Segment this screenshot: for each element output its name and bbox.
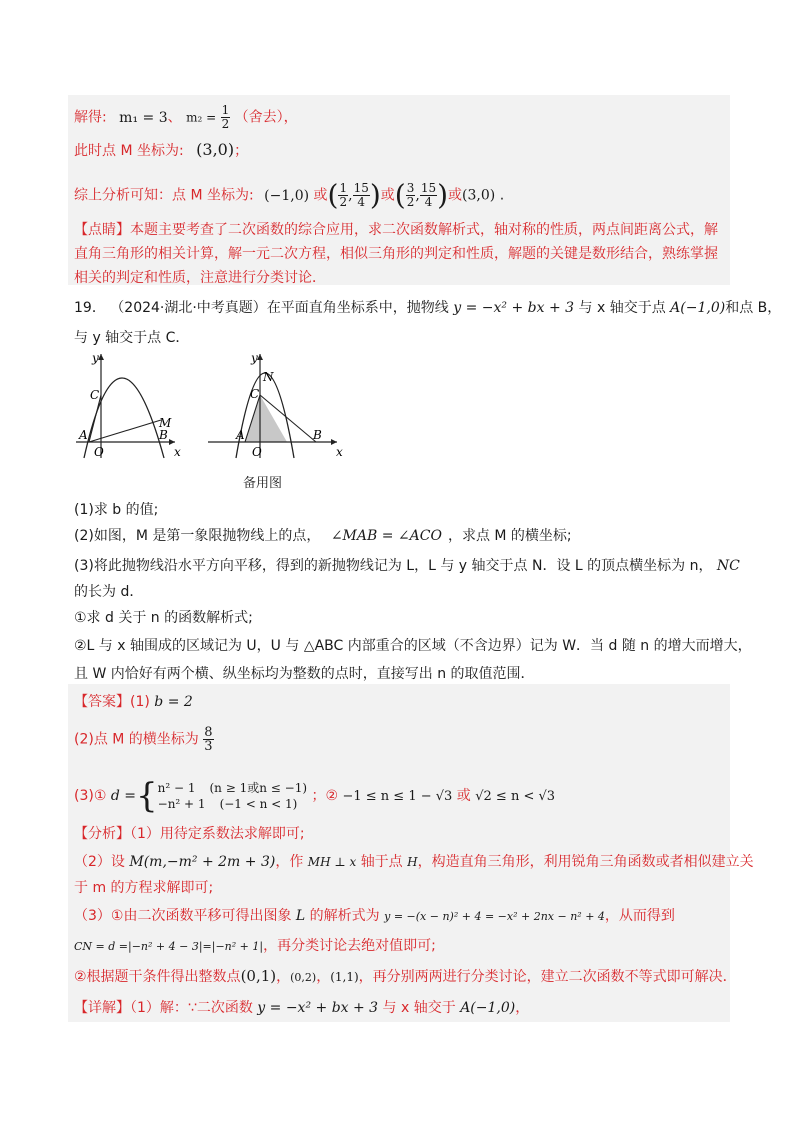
answer-line-1 <box>74 692 193 712</box>
sep: 、 <box>167 109 182 126</box>
y-axis-arrow-2 <box>257 354 263 360</box>
label-n: N <box>263 370 274 384</box>
question-stem-a: 在平面直角坐标系中，抛物线 <box>266 300 449 316</box>
solution-line-3: 综上分析可知：点 M 坐标为: (−1,0) 或( $\frac{1}{2}$ , $\frac{15}{4}$ )或( $\frac{3}{2}$ , $\frac{15}{4}$ )或(3,0) . <box>74 178 505 212</box>
analysis-m-point: M(m,−m² + 2m + 3) <box>129 854 276 870</box>
discard-note: （舍去）， <box>234 109 298 126</box>
sep: ， <box>276 969 291 985</box>
label-x-2: x <box>336 445 343 459</box>
brace: { <box>136 776 158 816</box>
comment-label: 【点睛】 <box>74 222 130 238</box>
label-y: y <box>92 351 99 365</box>
den: 2 <box>406 195 415 209</box>
analysis-l-eq: y = −(x − n)² + 4 = −x² + 2nx − n² + 4 <box>384 910 605 923</box>
num: 8 <box>204 725 213 740</box>
parabola-equation: y = −x² + bx + 3 <box>453 300 575 316</box>
point-11: (1,1) <box>330 970 359 984</box>
end-dot: . <box>499 187 505 204</box>
case-1-expr: n² − 1 <box>157 781 196 795</box>
m2-lhs: m₂ = <box>186 110 217 125</box>
y-axis-arrow <box>98 354 104 360</box>
label-a: A <box>79 428 88 442</box>
label-o-2: O <box>252 445 262 459</box>
p2-y <box>353 182 370 209</box>
analysis-6-b: ，再分别两两进行分类讨论，建立二次函数不等式即可解决． <box>358 969 737 985</box>
case-1-cond: (n ≥ 1或n ≤ −1) <box>209 781 308 795</box>
part-1: (1)求 b 的值; <box>74 502 159 518</box>
detail-b: 与 x 轴交于 <box>382 1000 456 1016</box>
answer-3-prefix: (3)① <box>74 788 107 804</box>
label-o: O <box>94 445 104 459</box>
m2-num: 1 <box>221 103 230 117</box>
point-02: (0,2) <box>290 971 317 984</box>
analysis-mh: MH ⊥ x <box>307 855 357 869</box>
sub-question-1: ①求 d 关于 n 的函数解析式; <box>74 610 253 626</box>
answer-1-prefix: (1) <box>130 694 150 710</box>
analysis-2-b: ，作 <box>275 854 304 870</box>
paren-close: ) <box>437 178 449 212</box>
analysis-line-3: 于 m 的方程求解即可; <box>74 880 214 896</box>
detail-label: 【详解】 <box>74 1000 130 1016</box>
label-c: C <box>90 388 100 402</box>
segment-ac <box>89 395 101 442</box>
nc-label: NC <box>716 558 740 574</box>
question-number: 19． <box>74 300 106 316</box>
part-2-a: (2)如图，M 是第一象限抛物线上的点， <box>74 528 321 544</box>
part-2-b: ，求点 M 的横坐标; <box>447 528 572 544</box>
answer-2-text: (2)点 M 的横坐标为 <box>74 731 199 748</box>
label-x: x <box>174 445 181 459</box>
range-2: √2 ≤ n < √3 <box>475 789 556 804</box>
sub-question-2-line-2: 且 W 内恰好有两个横、纵坐标均为整数的点时，直接写出 n 的取值范围． <box>74 666 535 682</box>
end-mark: ； <box>234 143 249 159</box>
comment-line-2 <box>74 244 718 264</box>
analysis-text-1: （1）用待定系数法求解即可; <box>130 826 305 842</box>
analysis-line-1 <box>74 824 305 844</box>
num: 15 <box>420 181 437 195</box>
p2-x <box>338 182 348 209</box>
analysis-6-a: ②根据题干条件得出整数点 <box>74 969 241 985</box>
num: 1 <box>339 181 348 195</box>
paren-close: ) <box>369 178 381 212</box>
num: 15 <box>353 181 369 195</box>
figure-caption: 备用图 <box>243 476 283 491</box>
comment-line-3 <box>74 268 326 288</box>
den: 4 <box>357 195 366 209</box>
summary-text: 综上分析可知：点 M 坐标为: <box>74 187 254 204</box>
comment-text-2: 直角三角形的相关计算，解一元二次方程，相似三角形的判定和性质，解题的关键是数形结合，熟练掌握 <box>74 246 718 262</box>
part-3-text: (3)将此抛物线沿水平方向平移，得到的新抛物线记为 L，L 与 y 轴交于点 N．设 L 的顶点横坐标为 n， <box>74 558 713 574</box>
analysis-label: 【分析】 <box>74 826 130 842</box>
label-a-2: A <box>236 428 245 442</box>
part-2 <box>74 526 572 546</box>
paren-open: ( <box>394 178 406 212</box>
analysis-2-a: （2）设 <box>74 854 125 870</box>
answer-3-sep: ；② <box>311 788 339 804</box>
solution-line-2 <box>74 140 248 161</box>
solution-prefix: 解得: <box>74 109 107 126</box>
analysis-line-2 <box>74 852 754 872</box>
point-4: (3,0) <box>462 187 496 204</box>
case-2-expr: −n² + 1 <box>157 797 206 811</box>
question-source: （2024·湖北·中考真题） <box>110 300 267 316</box>
sub-question-2-line-1: ②L 与 x 轴围成的区域记为 U，U 与 △ABC 内部重合的区域（不含边界）记为 W．当 d 随 n 的增大而增大， <box>74 638 752 654</box>
answer-1-value: b = 2 <box>154 694 193 710</box>
answer-2-fraction <box>203 726 213 753</box>
figure-area <box>70 348 360 460</box>
answer-line-2 <box>74 726 214 753</box>
analysis-4-c: ，从而得到 <box>604 908 675 924</box>
question-stem-c: 和点 B， <box>725 300 782 316</box>
part-3-line-2: 的长为 d． <box>74 584 144 600</box>
comment-text-1: 本题主要考查了二次函数的综合应用，求二次函数解析式，轴对称的性质，两点间距离公式，解 <box>130 222 718 238</box>
point-m-value: (3,0) <box>196 140 235 159</box>
label-b-2: B <box>313 428 322 442</box>
analysis-line-6 <box>74 966 737 988</box>
figure-main <box>76 351 181 459</box>
p3-x <box>406 182 416 209</box>
comment-line-1 <box>74 220 718 240</box>
analysis-cn-eq: CN = d =|−n² + 4 − 3|=|−n² + 1| <box>74 940 264 953</box>
analysis-h: H <box>407 855 418 869</box>
analysis-line-5 <box>74 936 436 957</box>
detail-c: ， <box>515 1000 530 1016</box>
label-b: B <box>159 428 168 442</box>
point-a: A(−1,0) <box>670 300 726 316</box>
point-m-text: 此时点 M 坐标为: <box>74 143 184 159</box>
analysis-l: L <box>295 908 306 924</box>
label-m: M <box>159 416 172 430</box>
analysis-5-b: ，再分类讨论去绝对值即可; <box>263 938 436 954</box>
or-3: 或 <box>448 187 463 204</box>
den: 3 <box>204 739 213 754</box>
question-stem-d: 与 y 轴交于点 C． <box>74 330 190 346</box>
figure-backup <box>208 351 343 459</box>
m2-fraction <box>221 104 231 131</box>
d-equals: d = <box>110 788 136 804</box>
detail-a: （1）解：∵二次函数 <box>130 1000 253 1016</box>
comment-text-3: 相关的判定和性质，注意进行分类讨论． <box>74 270 326 286</box>
angle-eq: ∠MAB = ∠ACO <box>330 528 442 544</box>
or-1: 或 <box>313 187 328 204</box>
num: 3 <box>406 181 415 195</box>
den: 2 <box>339 195 348 209</box>
m2-den: 2 <box>221 117 230 131</box>
answer-line-3 <box>74 776 556 816</box>
answer-3-or: 或 <box>456 788 471 804</box>
or-2: 或 <box>380 187 395 204</box>
analysis-2-d: ，构造直角三角形，利用锐角三角函数或者相似建立关 <box>417 854 754 870</box>
segment-am <box>89 420 161 442</box>
label-y-2: y <box>251 351 258 365</box>
answer-label: 【答案】 <box>74 694 130 710</box>
question-stem-b: 与 x 轴交于点 <box>578 300 666 316</box>
shaded-region <box>245 395 287 442</box>
m1-value: m₁ = 3 <box>119 109 168 126</box>
p3-y <box>420 182 437 209</box>
question-line-1 <box>74 298 781 318</box>
range-1: −1 ≤ n ≤ 1 − √3 <box>342 789 453 804</box>
point-01: (0,1) <box>240 967 277 985</box>
analysis-line-4 <box>74 906 675 927</box>
piecewise-cases <box>158 780 307 812</box>
detail-line-1 <box>74 998 529 1018</box>
detail-eq: y = −x² + bx + 3 <box>257 1000 379 1016</box>
analysis-4-b: 的解析式为 <box>309 908 380 924</box>
solution-line-1 <box>74 104 298 131</box>
den: 4 <box>424 195 433 209</box>
part-3-line-1 <box>74 556 740 576</box>
case-2-cond: (−1 < n < 1) <box>219 797 298 811</box>
analysis-2-c: 轴于点 <box>360 854 403 870</box>
analysis-4-a: （3）①由二次函数平移可得出图象 <box>74 908 292 924</box>
paren-open: ( <box>327 178 339 212</box>
detail-point: A(−1,0) <box>460 1000 516 1016</box>
label-c-2: C <box>250 387 260 401</box>
point-1: (−1,0) <box>264 187 310 204</box>
question-line-2 <box>74 328 189 348</box>
sep: ， <box>316 969 331 985</box>
